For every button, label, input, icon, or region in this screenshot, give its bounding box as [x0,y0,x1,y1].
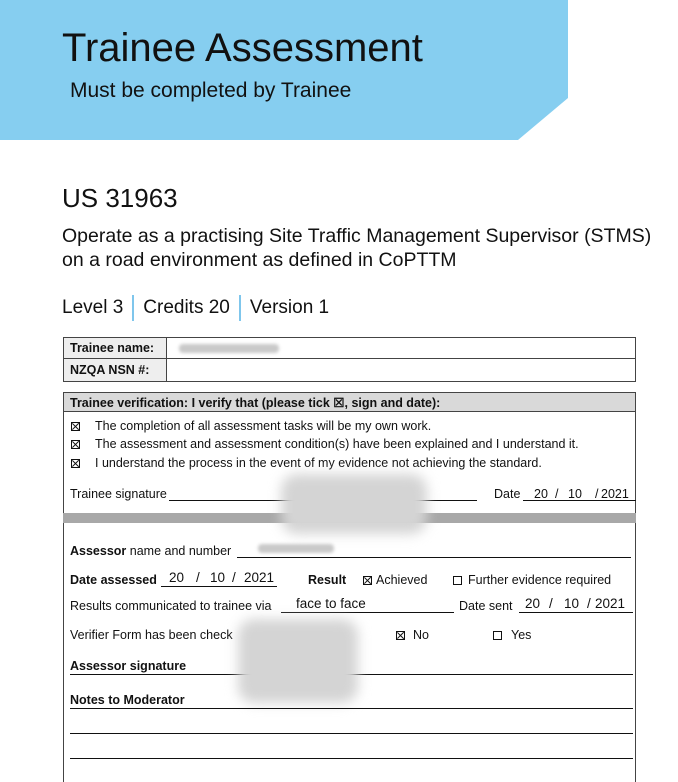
date-sent-month: 10 [564,596,580,611]
date-slash: / [587,596,591,611]
meta-divider [132,295,134,321]
notes-line[interactable] [70,758,633,759]
nsn-label: NZQA NSN #: [64,359,167,381]
notes-line[interactable] [70,708,633,709]
achieved-label: Achieved [376,573,428,587]
nsn-field[interactable] [167,359,635,381]
further-label: Further evidence required [468,573,612,587]
assessor-name-label: Assessor name and number [70,544,232,558]
date-slash: / [595,487,599,501]
results-communicated-line[interactable] [281,612,454,613]
verify-check-label: The assessment and assessment condition(s) have been explained and I understand it. [95,437,579,451]
notes-label: Notes to Moderator [70,693,185,707]
verify-check-label: I understand the process in the event of my evidence not achieving the standard. [95,456,542,470]
verifier-no-option[interactable] [396,628,429,642]
empty-box-icon[interactable] [493,631,502,640]
unit-level: Level 3 [62,297,124,318]
date-assessed-month: 10 [210,570,226,585]
date-sent-year: 2021 [595,596,626,611]
result-achieved-option[interactable] [363,573,427,587]
assessor-name-line[interactable] [237,557,631,558]
checked-box-icon[interactable] [71,459,80,468]
date-assessed-line[interactable] [161,586,277,587]
redacted-assessor-signature [238,619,358,703]
header-banner [0,0,678,140]
trainee-name-field[interactable] [167,338,635,358]
verification-heading: Trainee verification: I verify that (please tick ☒, sign and date): [63,392,636,412]
verify-check-2[interactable] [71,437,579,451]
date-assessed-label: Date assessed [70,573,157,587]
verifier-yes-option[interactable] [493,628,531,642]
redacted-trainee-signature [281,474,427,534]
redacted-name [179,344,279,353]
page-subtitle: Must be completed by Trainee [70,79,352,102]
trainee-name-row [63,337,636,359]
checked-box-icon[interactable] [71,422,80,431]
unit-version: Version 1 [249,297,330,318]
date-sent-day: 20 [525,596,541,611]
trainee-date-day: 20 [534,487,548,501]
date-slash: / [196,570,200,585]
verify-check-1[interactable] [71,419,431,433]
checked-box-icon[interactable] [363,576,372,585]
notes-line[interactable] [70,733,633,734]
date-assessed-year: 2021 [244,570,275,585]
checked-box-icon[interactable] [396,631,405,640]
unit-title: Operate as a practising Site Traffic Management Supervisor (STMS) on a road environment as defined in CoPTTM [62,225,652,271]
verifier-label: Verifier Form has been check [70,628,233,642]
yes-label: Yes [511,628,532,642]
form-border-right [635,411,636,782]
trainee-date-month: 10 [568,487,582,501]
verify-check-3[interactable] [71,456,542,470]
results-communicated-value: face to face [296,596,366,611]
unit-meta [62,295,329,321]
trainee-signature-label: Trainee signature [70,487,167,501]
date-assessed-day: 20 [169,570,185,585]
trainee-date-year: 2021 [601,487,629,501]
date-slash: / [555,487,559,501]
date-sent-line[interactable] [519,612,633,613]
unit-code: US 31963 [62,183,178,213]
redacted-assessor-name [258,544,334,553]
trainee-date-label: Date [494,487,521,501]
date-slash: / [549,596,553,611]
unit-credits: Credits 20 [143,297,230,318]
meta-divider [239,295,241,321]
no-label: No [413,628,429,642]
result-further-option[interactable] [453,573,611,587]
nsn-row [63,358,636,382]
results-communicated-label: Results communicated to trainee via [70,599,272,613]
verify-check-label: The completion of all assessment tasks will be my own work. [95,419,432,433]
trainee-name-label: Trainee name: [64,338,167,358]
date-sent-label: Date sent [459,599,513,613]
assessor-signature-label: Assessor signature [70,659,187,673]
page-title: Trainee Assessment [62,26,423,70]
checked-box-icon[interactable] [71,440,80,449]
assessment-form [63,337,638,782]
empty-box-icon[interactable] [453,576,462,585]
result-label: Result [308,573,347,587]
form-border-left [63,411,64,782]
date-slash: / [232,570,236,585]
